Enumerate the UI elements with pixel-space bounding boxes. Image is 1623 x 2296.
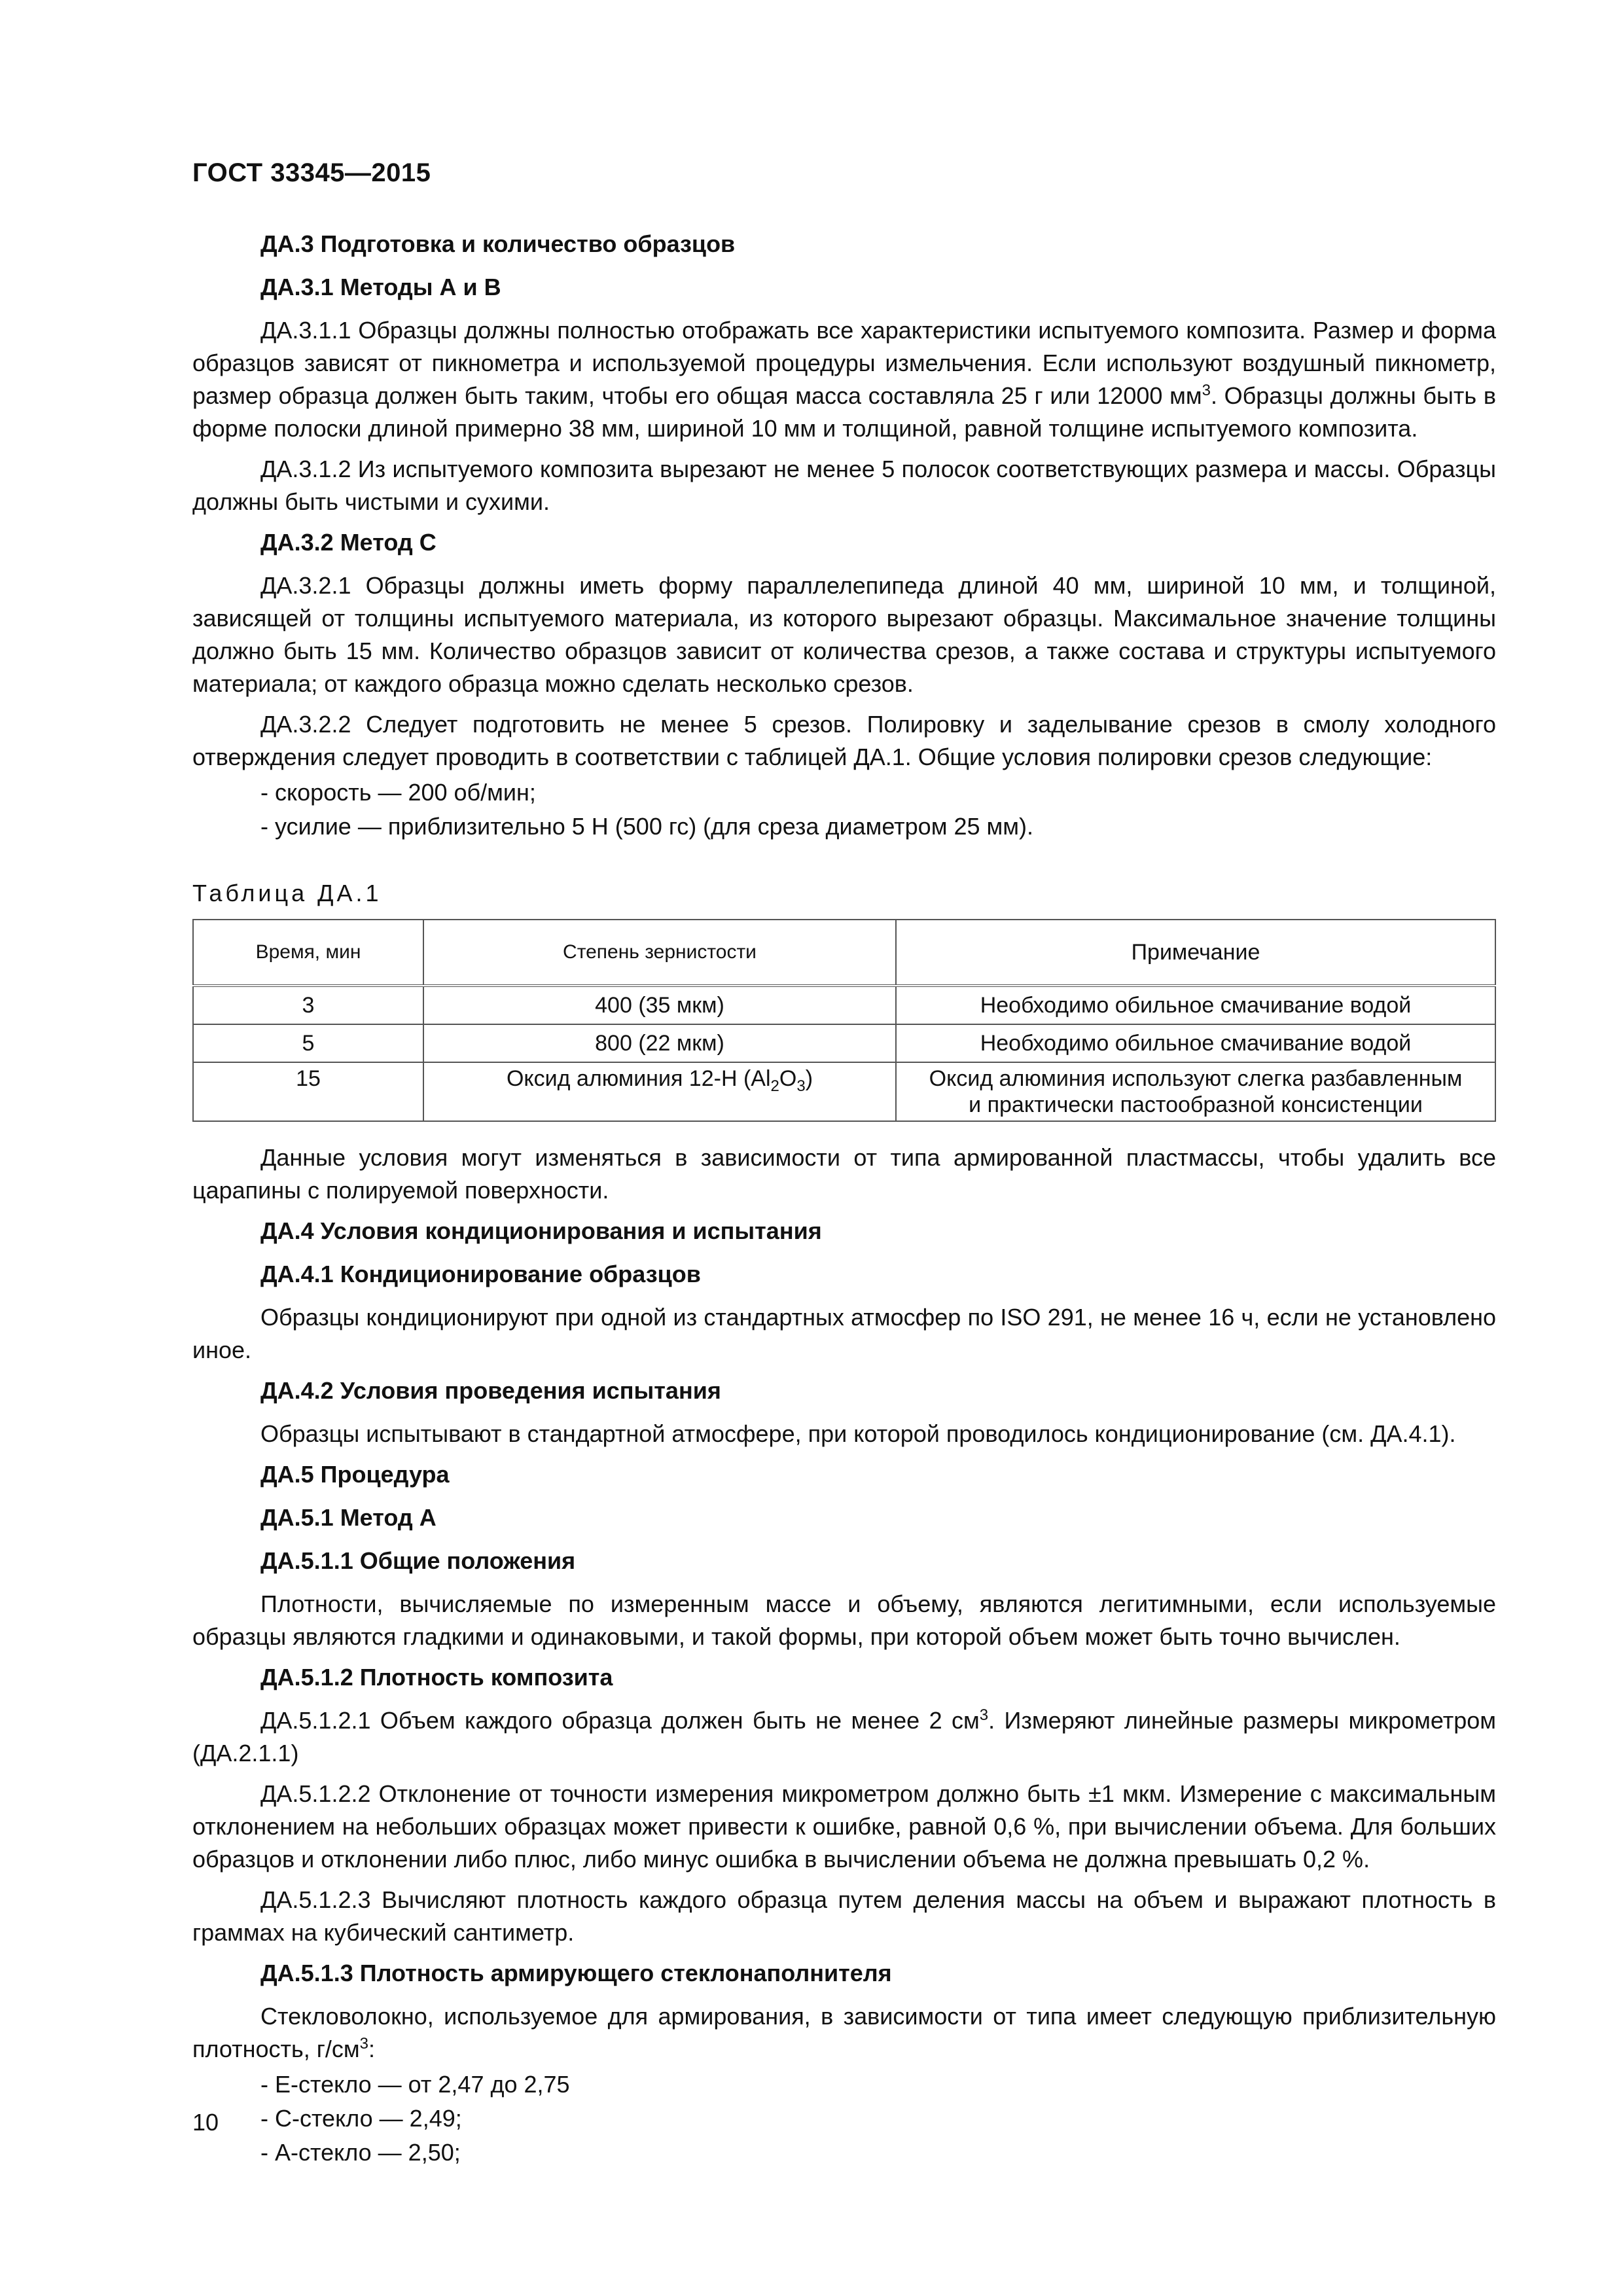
table-row — [193, 986, 1495, 1024]
list-item: - Е-стекло — от 2,47 до 2,75 — [260, 2071, 570, 2098]
list-item: - А-стекло — 2,50; — [260, 2139, 461, 2166]
table-cell: 800 (22 мкм) — [423, 1024, 896, 1062]
table-cell: Оксид алюминия 12-Н $(Al_2O_3)$ — [423, 1062, 896, 1121]
section-heading: ДА.5.1.3 Плотность армирующего стеклонаполнителя — [260, 1960, 892, 1986]
section-heading: ДА.3 Подготовка и количество образцов — [260, 230, 736, 257]
table-cell: 15 — [193, 1062, 423, 1121]
page-number: 10 — [192, 2109, 219, 2136]
table-cell: 400 (35 мкм) — [423, 986, 896, 1024]
table-header-row — [193, 920, 1495, 986]
list-item: - усилие — приблизительно 5 Н (500 гс) (для среза диаметром 25 мм). — [260, 813, 1033, 840]
section-heading: ДА.5.1 Метод А — [260, 1504, 437, 1531]
section-heading: ДА.3.2 Метод С — [260, 529, 437, 556]
paragraph: ДА.5.1.2.2 Отклонение от точности измерения микрометром должно быть ±1 мкм. Измерение с максимальным отклонением на небольших образцах может привести к ошибке, равной 0,6 %, при вычислении объема. Для больших образцов и отклонении либо плюс, либо минус ошибка в вычислении объема не должна превышать 0,2 %. — [192, 1780, 1496, 1873]
section-heading: ДА.4 Условия кондиционирования и испытания — [260, 1217, 822, 1244]
list-item: - скорость — 200 об/мин; — [260, 779, 536, 806]
section-heading: ДА.5.1.1 Общие положения — [260, 1547, 576, 1574]
header-cell-time: Время, мин — [193, 920, 423, 986]
paragraph: Данные условия могут изменяться в зависимости от типа армированной пластмассы, чтобы удалить все царапины с полируемой поверхности. — [192, 1144, 1496, 1204]
list-item: - С-стекло — 2,49; — [260, 2105, 462, 2132]
page-content — [192, 228, 1496, 2170]
paragraph: Образцы кондиционируют при одной из стандартных атмосфер по ISO 291, не менее 16 ч, если не установлено иное. — [192, 1304, 1496, 1363]
header-cell-note: Примечание — [896, 920, 1495, 986]
header-cell-grit: Степень зернистости — [423, 920, 896, 986]
paragraph: Стекловолокно, используемое для армирования, в зависимости от типа имеет следующую приблизительную плотность, $г/см^3$: — [192, 2003, 1496, 2062]
table-row — [193, 1024, 1495, 1062]
section-heading: ДА.5 Процедура — [260, 1461, 450, 1488]
table-caption: Таблица ДА.1 — [192, 880, 382, 906]
polishing-table — [192, 919, 1496, 1122]
paragraph: ДА.5.1.2.3 Вычисляют плотность каждого образца путем деления массы на объем и выражают плотность в граммах на кубический сантиметр. — [192, 1886, 1496, 1946]
paragraph: Образцы испытывают в стандартной атмосфере, при которой проводилось кондиционирование (см. ДА.4.1). — [260, 1420, 1456, 1447]
paragraph: ДА.3.1.2 Из испытуемого композита вырезают не менее 5 полосок соответствующих размера и массы. Образцы должны быть чистыми и сухими. — [192, 456, 1496, 515]
table-cell: Оксид алюминия используют слегка разбавленным и практически пастообразной консистенции — [896, 1062, 1495, 1121]
doc-header: ГОСТ 33345—2015 — [192, 158, 431, 187]
paragraph: ДА.3.2.2 Следует подготовить не менее 5 срезов. Полировку и заделывание срезов в смолу холодного отверждения следует проводить в соответствии с таблицей ДА.1. Общие условия полировки срезов следующие: — [192, 711, 1496, 770]
section-heading: ДА.4.2 Условия проведения испытания — [260, 1377, 721, 1404]
table-cell: 5 — [193, 1024, 423, 1062]
paragraph: ДА.3.1.1 Образцы должны полностью отображать все характеристики испытуемого композита. Размер и форма образцов зависят от пикнометра и используемой процедуры измельчения. Если используют воздушный пикнометр, размер образца должен быть таким, чтобы его общая масса составляла 25 г или 12000 $мм^3$. Образцы должны быть в форме полоски длиной примерно 38 мм, шириной 10 мм и толщиной, равной толщине испытуемого композита. — [192, 317, 1496, 442]
table-row — [193, 1062, 1495, 1121]
paragraph: ДА.5.1.2.1 Объем каждого образца должен быть не менее 2 $см^3$. Измеряют линейные размеры микрометром (ДА.2.1.1) — [192, 1706, 1496, 1767]
paragraph: Плотности, вычисляемые по измеренным массе и объему, являются легитимными, если используемые образцы являются гладкими и одинаковыми, и такой формы, при которой объем может быть точно вычислен. — [192, 1590, 1496, 1650]
section-heading: ДА.4.1 Кондиционирование образцов — [260, 1261, 701, 1287]
table-cell: Необходимо обильное смачивание водой — [896, 986, 1495, 1024]
paragraph: ДА.3.2.1 Образцы должны иметь форму параллелепипеда длиной 40 мм, шириной 10 мм, и толщиной, зависящей от толщины испытуемого материала, из которого вырезают образцы. Максимальное значение толщины должно быть 15 мм. Количество образцов зависит от количества срезов, а также состава и структуры испытуемого материала; от каждого образца можно сделать несколько срезов. — [192, 572, 1496, 697]
section-heading: ДА.3.1 Методы А и В — [260, 274, 501, 300]
table-cell: Необходимо обильное смачивание водой — [896, 1024, 1495, 1062]
section-heading: ДА.5.1.2 Плотность композита — [260, 1664, 613, 1691]
table-cell: 3 — [193, 986, 423, 1024]
